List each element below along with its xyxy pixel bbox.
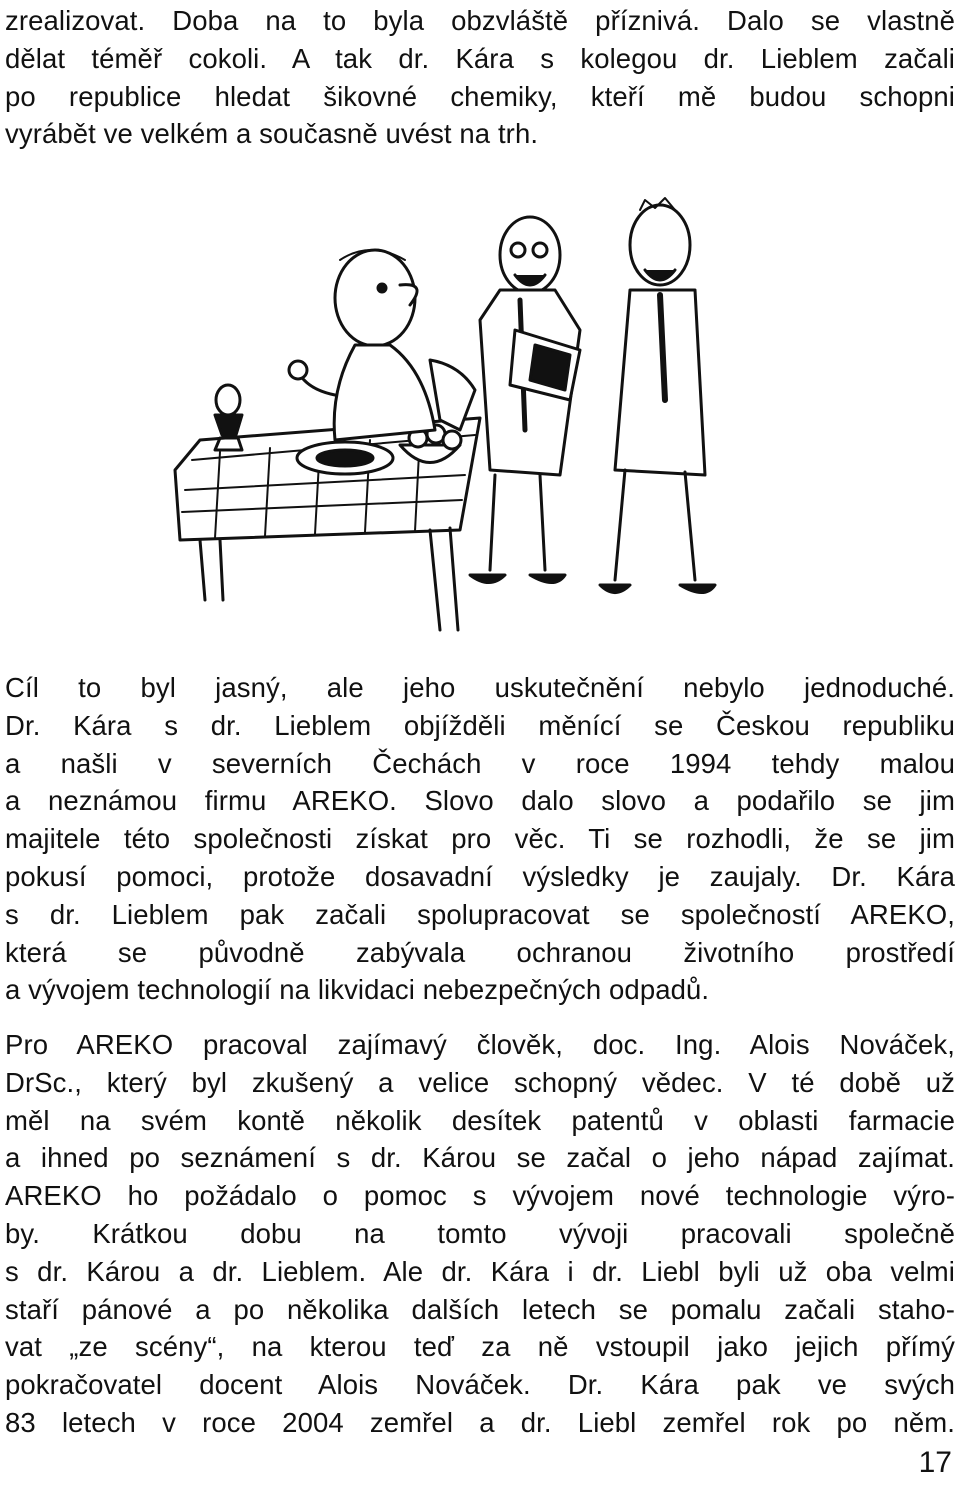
text-line: a ihned po seznámení s dr. Károu se začal o jeho nápad zajímat. xyxy=(5,1142,955,1174)
seated-man-drawing xyxy=(289,250,435,440)
text-line: a vývojem technologií na likvidaci nebezpečných odpadů. xyxy=(5,974,710,1006)
text-line: majitele této společnosti získat pro věc. Ti se rozhodli, že se jim xyxy=(5,823,955,855)
text-line: AREKO ho požádalo o pomoc s vývojem nové technologie výro- xyxy=(5,1180,955,1212)
text-line: Dr. Kára s dr. Lieblem objížděli měnící se Českou republiku xyxy=(5,709,955,741)
text-line: vat „ze scény“, na kterou teď za ně vstoupil jako jejich přímý xyxy=(5,1331,955,1363)
text-line: by. Krátkou dobu na tomto vývoji pracovali společně xyxy=(5,1217,955,1249)
text-line: vyrábět ve velkém a současně uvést na trh. xyxy=(5,118,539,150)
text-line: zrealizovat. Doba na to byla obzvláště příznivá. Dalo se vlastně xyxy=(5,5,955,36)
text-line: s dr. Károu a dr. Lieblem. Ale dr. Kára i dr. Liebl byli už oba velmi xyxy=(5,1255,955,1287)
text-line: měl na svém kontě několik desítek patentů v oblasti farmacie xyxy=(5,1104,955,1136)
paragraph-novacek xyxy=(5,1026,955,1442)
text-line: pokračovatel docent Alois Nováček. Dr. Kára pak ve svých xyxy=(5,1369,955,1401)
page-number: 17 xyxy=(918,1446,952,1479)
text-line: Pro AREKO pracoval zajímavý člověk, doc. Ing. Alois Nováček, xyxy=(5,1029,955,1060)
text-line: pokusí pomoci, protože dosavadní výsledky je zaujaly. Dr. Kára xyxy=(5,860,955,892)
cartoon-illustration xyxy=(160,190,800,650)
text-line: a neznámou firmu AREKO. Slovo dalo slovo a podařilo se jim xyxy=(5,785,955,817)
text-line: 83 letech v roce 2004 zemřel a dr. Liebl zemřel rok po něm. xyxy=(5,1406,955,1438)
second-doctor-drawing xyxy=(600,198,715,593)
paragraph-areko xyxy=(5,669,955,1009)
text-line: Cíl to byl jasný, ale jeho uskutečnění nebylo jednoduché. xyxy=(5,672,955,703)
text-line: DrSc., který byl zkušený a velice schopný vědec. V té době už xyxy=(5,1066,955,1098)
intro-paragraph xyxy=(5,2,955,153)
doctor-with-book-drawing xyxy=(470,217,580,583)
text-line: a našli v severních Čechách v roce 1994 tehdy malou xyxy=(5,747,955,779)
text-line: po republice hledat šikovné chemiky, kteří mě budou schopni xyxy=(5,80,955,112)
text-line: s dr. Lieblem pak začali spolupracovat se společností AREKO, xyxy=(5,898,955,930)
text-line: staří pánové a po několika dalších letech se pomalu začali staho- xyxy=(5,1293,955,1325)
text-line: která se původně zabývala ochranou životního prostředí xyxy=(5,936,955,968)
text-line: dělat téměř cokoli. A tak dr. Kára s kolegou dr. Lieblem začali xyxy=(5,42,955,74)
